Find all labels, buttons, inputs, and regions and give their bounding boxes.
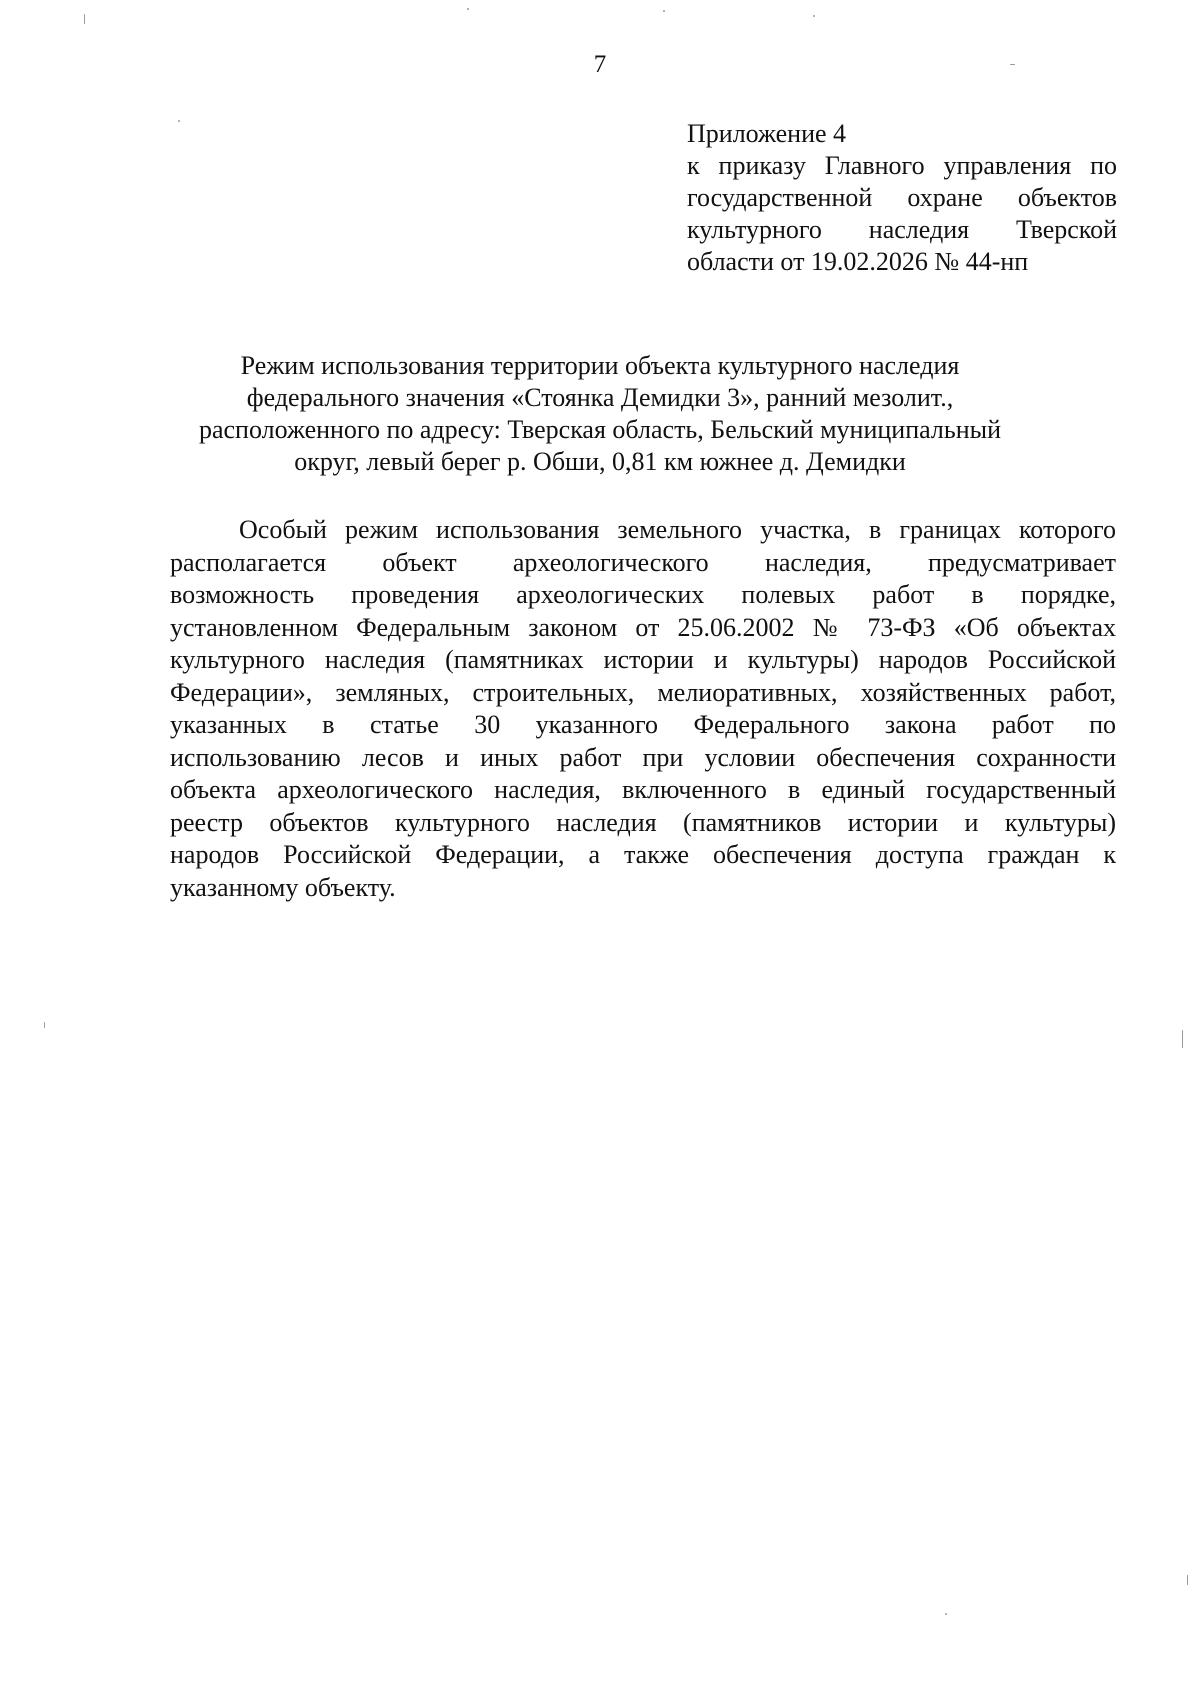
paragraph-line: указанному объекту.	[170, 872, 396, 902]
main-paragraph	[170, 514, 1116, 904]
scan-speck	[467, 8, 469, 10]
scan-speck	[945, 1613, 947, 1615]
appendix-line: культурного наследия Тверской	[687, 215, 1117, 244]
paragraph-line: указанных в статье 30 указанного Федерального закона работ по	[170, 710, 1116, 739]
paragraph-line: культурного наследия (памятниках истории и культуры) народов Российской	[170, 645, 1116, 674]
scan-speck	[813, 15, 815, 17]
appendix-title: Приложение 4	[687, 119, 847, 148]
paragraph-line: Особый режим использования земельного участка, в границах которого	[239, 515, 1116, 544]
scan-speck	[1187, 1575, 1188, 1585]
scan-speck	[84, 14, 85, 24]
scan-speck	[44, 1022, 45, 1028]
scan-speck	[1182, 1030, 1183, 1048]
scan-speck	[178, 120, 180, 122]
appendix-line: к приказу Главного управления по	[687, 151, 1117, 180]
document-title-line: федерального значения «Стоянка Демидки 3», ранний мезолит.,	[246, 383, 954, 412]
document-title-line: Режим использования территории объекта культурного наследия	[240, 351, 960, 380]
document-title-line: расположенного по адресу: Тверская область, Бельский муниципальный	[198, 415, 1002, 444]
appendix-line: государственной охране объектов	[687, 183, 1117, 212]
appendix-line: области от 19.02.2026 № 44-нп	[687, 247, 1029, 276]
paragraph-line: народов Российской Федерации, а также обеспечения доступа граждан к	[170, 840, 1116, 869]
paragraph-line: объекта археологического наследия, включенного в единый государственный	[170, 775, 1116, 804]
paragraph-line: располагается объект археологического наследия, предусматривает	[170, 547, 1116, 577]
document-title-line: округ, левый берег р. Обши, 0,81 км южнее д. Демидки	[294, 447, 906, 476]
page-number: 7	[593, 51, 607, 78]
appendix-block	[687, 118, 1117, 278]
document-title	[150, 350, 1050, 478]
paragraph-line: возможность проведения археологических полевых работ в порядке,	[170, 580, 1116, 609]
paragraph-line: установленном Федеральным законом от 25.06.2002 № 73-ФЗ «Об объектах	[170, 612, 1116, 642]
paragraph-line: использованию лесов и иных работ при условии обеспечения сохранности	[170, 742, 1116, 772]
paragraph-line: реестр объектов культурного наследия (памятников истории и культуры)	[170, 807, 1116, 837]
scan-speck	[663, 10, 665, 12]
paragraph-line: Федерации», земляных, строительных, мелиоративных, хозяйственных работ,	[170, 677, 1116, 707]
scan-speck	[1010, 64, 1015, 65]
